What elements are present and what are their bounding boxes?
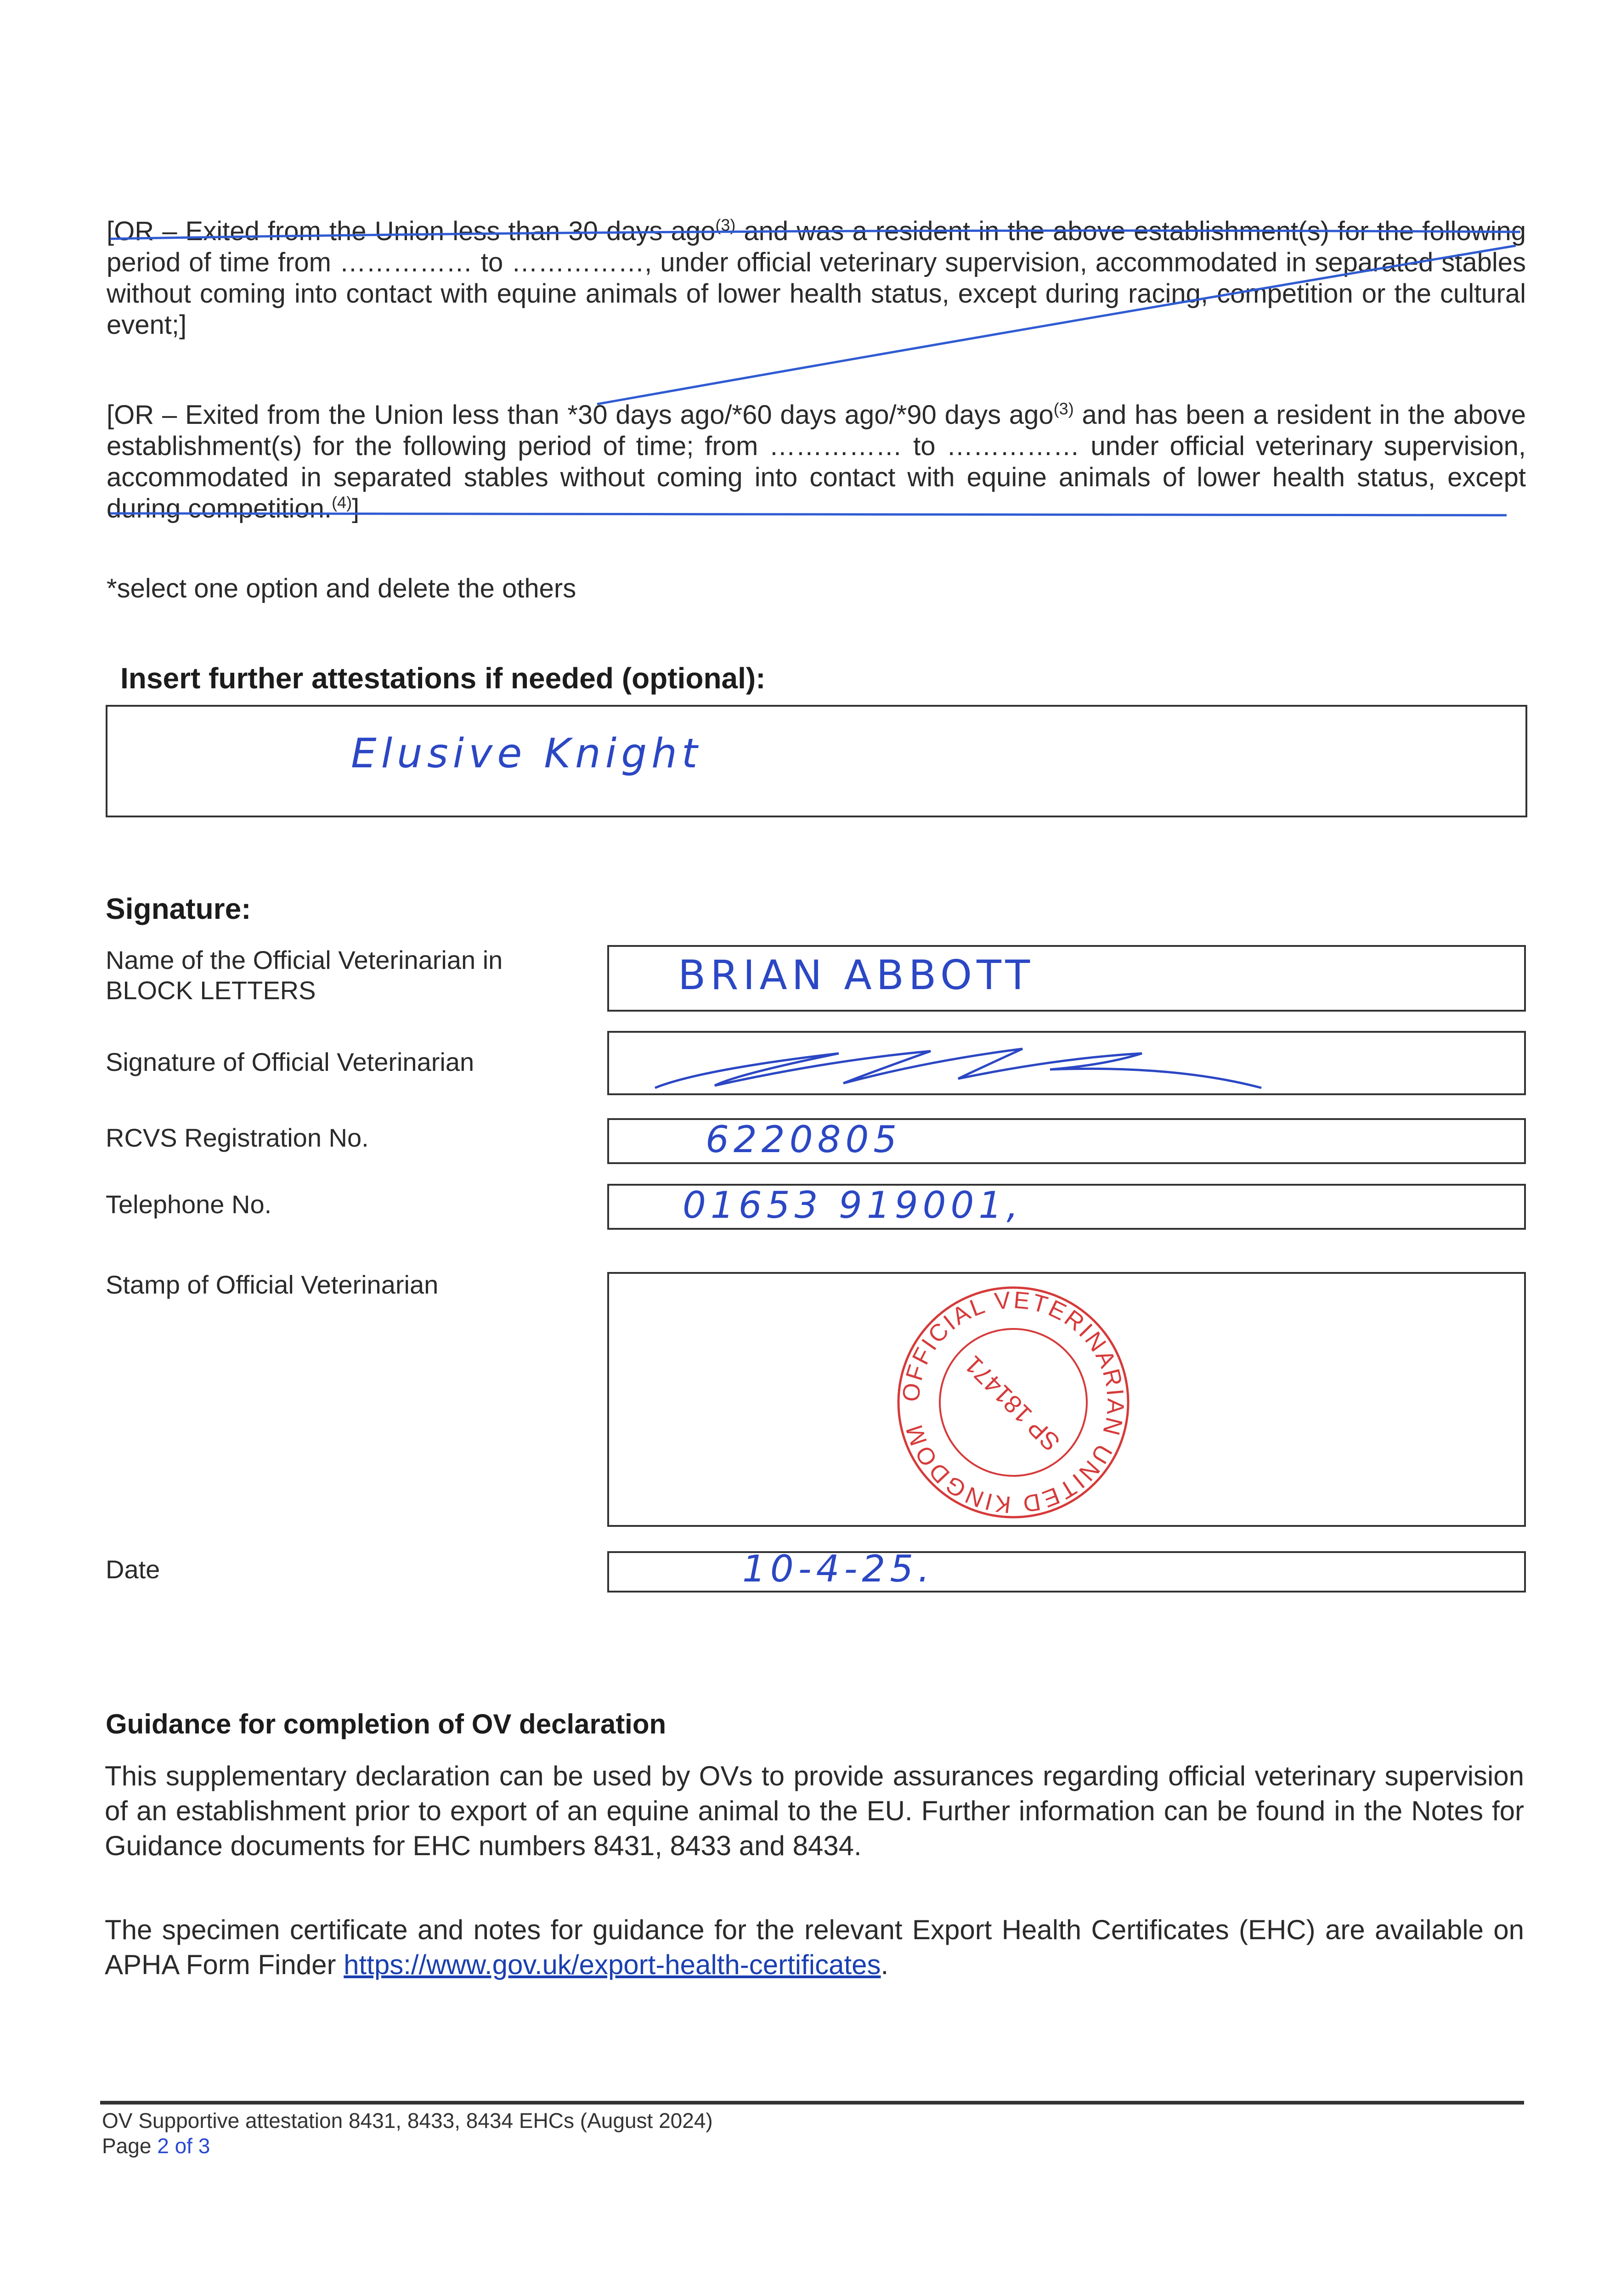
handwritten-signature — [646, 1033, 1335, 1092]
page-number: 2 — [157, 2134, 169, 2158]
guidance-para-1: This supplementary declaration can be used by OVs to provide assurances regarding official veterinary supervision of an establishment prior to export of an equine animal to the EU. Further information can be found in the Notes for Guidance documents for EHC numbers 8431, 8433 and 8434. — [105, 1761, 1524, 1861]
rcvs-field[interactable] — [607, 1118, 1526, 1164]
or-clause-2-text: [OR – Exited from the Union less than *30 days ago/*60 days ago/*90 days ago — [107, 400, 1054, 430]
select-note: *select one option and delete the others — [107, 574, 576, 603]
date-value: 10-4-25. — [742, 1548, 934, 1590]
footnote-ref: (3) — [715, 215, 736, 235]
signature-field[interactable] — [607, 1031, 1526, 1095]
of-word: of — [169, 2134, 198, 2158]
signature-label: Signature of Official Veterinarian — [106, 1047, 474, 1076]
strike-line-2 — [110, 513, 1507, 515]
guidance-para-2-end: . — [881, 1949, 889, 1980]
stamp-center-text: SP 181471 — [959, 1350, 1066, 1457]
signature-heading: Signature: — [106, 892, 251, 925]
name-value: BRIAN ABBOTT — [678, 951, 1035, 999]
footnote-ref: (3) — [1053, 399, 1074, 418]
rcvs-label: RCVS Registration No. — [106, 1123, 369, 1152]
rcvs-value: 6220805 — [706, 1118, 902, 1161]
or-clause-2-close: ] — [352, 494, 360, 523]
guidance-para-2-text: The specimen certificate and notes for guidance for the relevant Export Health Certificates (EHC) are available on APHA Form Finder — [105, 1914, 1524, 1980]
export-certificates-link[interactable]: https://www.gov.uk/export-health-certificates — [344, 1949, 881, 1980]
or-clause-1-text: [OR – Exited from the Union less than 30 days ago — [107, 216, 716, 246]
telephone-value: 01653 919001, — [683, 1184, 1023, 1227]
name-label: Name of the Official Veterinarian in BLOCK LETTERS — [106, 945, 503, 1005]
page-word: Page — [102, 2134, 158, 2158]
stamp-label: Stamp of Official Veterinarian — [106, 1270, 439, 1299]
page-total: 3 — [198, 2134, 210, 2158]
footnote-ref: (4) — [332, 493, 352, 512]
guidance-para-2 — [105, 1913, 1524, 1982]
or-clause-1-text-cont: and was a resident in the above establishment(s) for the following period of time from …………… to ……………, under official veterinary supervision, accommodated in separated stables without coming into contact with equine animals of lower health status, except during racing, competition or the cultural event;] — [107, 216, 1526, 340]
telephone-label: Telephone No. — [106, 1190, 272, 1219]
name-field[interactable] — [607, 945, 1526, 1012]
footer-page — [102, 2133, 210, 2159]
deletion-strokes — [0, 0, 1621, 551]
attestations-heading: Insert further attestations if needed (optional): — [120, 662, 766, 695]
attestations-box[interactable] — [106, 705, 1527, 817]
or-clause-2-text-cont: and has been a resident in the above establishment(s) for the following period of time; from …………… to …………… under official veterinary supervision, accommodated in separated stables without coming into contact with equine animals of lower health status, except during competition. — [107, 400, 1526, 523]
footer-rule — [100, 2101, 1524, 2105]
telephone-field[interactable] — [607, 1184, 1526, 1230]
stamp-field[interactable] — [607, 1272, 1526, 1527]
strike-line-1 — [110, 231, 1520, 239]
stamp-ring-text: OFFICIAL VETERINARIAN UNITED KINGDOM — [898, 1287, 1129, 1518]
diagonal-delete-line — [597, 246, 1516, 404]
guidance-heading: Guidance for completion of OV declaration — [106, 1709, 666, 1739]
attestations-value: Elusive Knight — [351, 730, 702, 777]
official-stamp-icon — [885, 1274, 1142, 1531]
footer-title: OV Supportive attestation 8431, 8433, 8434 EHCs (August 2024) — [102, 2109, 713, 2133]
date-label: Date — [106, 1555, 160, 1584]
date-field[interactable] — [607, 1548, 1526, 1593]
